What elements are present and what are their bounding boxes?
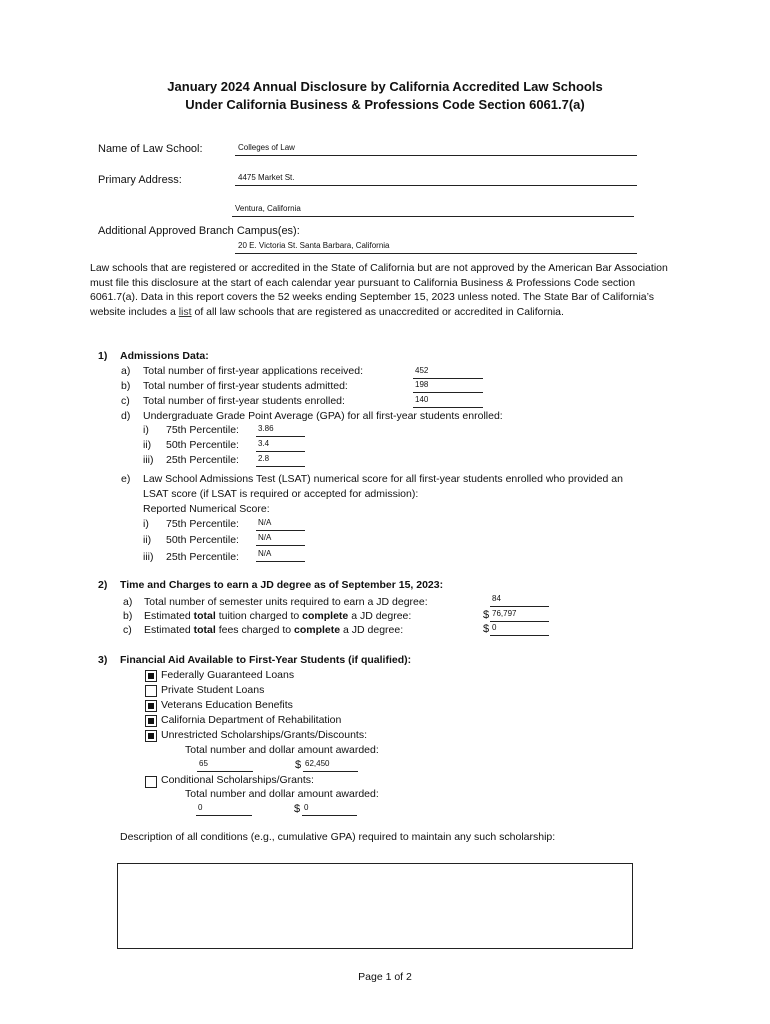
gpa-25-field[interactable]: 2.8 — [256, 454, 305, 467]
gpa-25-num: iii) — [143, 454, 154, 466]
fees-label-post: a JD degree: — [340, 624, 404, 636]
page-title-line-1: January 2024 Annual Disclosure by California Accredited Law Schools — [167, 79, 603, 94]
federal-loans-checkbox[interactable] — [145, 670, 157, 682]
unrestricted-count-field[interactable]: 65 — [197, 759, 253, 772]
school-name-label: Name of Law School: — [98, 143, 203, 155]
gpa-50-num: ii) — [143, 439, 152, 451]
applications-received-label: Total number of first-year applications received: — [143, 365, 364, 377]
lsat-75-field[interactable]: N/A — [256, 518, 305, 531]
private-loans-label: Private Student Loans — [161, 684, 265, 696]
lsat-25-field[interactable]: N/A — [256, 549, 305, 562]
financial-aid-section-number: 3) — [98, 654, 108, 666]
gpa-75-label: 75th Percentile: — [166, 424, 239, 436]
financial-aid-section-heading: Financial Aid Available to First-Year Students (if qualified): — [120, 654, 412, 666]
tuition-label-total: total — [193, 610, 216, 622]
lsat-75-num: i) — [143, 518, 149, 530]
private-loans-checkbox[interactable] — [145, 685, 157, 697]
fees-dollar-sign: $ — [483, 623, 490, 635]
fees-field[interactable]: 0 — [490, 623, 549, 636]
fees-label — [144, 624, 403, 636]
tuition-label-pre: Estimated — [144, 610, 194, 622]
admissions-a-letter: a) — [121, 365, 131, 377]
tuition-label — [144, 610, 411, 622]
admissions-d-letter: d) — [121, 410, 131, 422]
school-name-field[interactable]: Colleges of Law — [235, 142, 637, 156]
lsat-reported-score-label: Reported Numerical Score: — [143, 503, 270, 515]
gpa-label: Undergraduate Grade Point Average (GPA) for all first-year students enrolled: — [143, 410, 503, 422]
page-number: Page 1 of 2 — [358, 971, 412, 983]
admissions-e-letter: e) — [121, 473, 131, 485]
primary-address-line2-field[interactable]: Ventura, California — [232, 203, 634, 217]
rehabilitation-label: California Department of Rehabilitation — [161, 714, 342, 726]
admissions-section-heading: Admissions Data: — [120, 350, 209, 362]
conditional-amount-field[interactable]: 0 — [302, 803, 357, 816]
tuition-label-mid: tuition charged to — [215, 610, 303, 622]
conditional-total-label: Total number and dollar amount awarded: — [185, 788, 379, 800]
tuition-label-post: a JD degree: — [348, 610, 412, 622]
branch-campus-field[interactable]: 20 E. Victoria St. Santa Barbara, California — [235, 240, 637, 254]
students-admitted-field[interactable]: 198 — [413, 380, 483, 393]
time-charges-section-number: 2) — [98, 579, 108, 591]
fees-label-total: total — [193, 624, 216, 636]
primary-address-line1-field[interactable]: 4475 Market St. — [235, 172, 637, 186]
conditions-description-label: Description of all conditions (e.g., cumulative GPA) required to maintain any such scholarship: — [120, 831, 556, 843]
conditional-scholarships-checkbox[interactable] — [145, 776, 157, 788]
time-charges-a-letter: a) — [123, 596, 133, 608]
time-charges-b-letter: b) — [123, 610, 133, 622]
gpa-75-num: i) — [143, 424, 149, 436]
unrestricted-amount-field[interactable]: 62,450 — [303, 759, 358, 772]
primary-address-label: Primary Address: — [98, 174, 182, 186]
fees-label-mid: fees charged to — [215, 624, 294, 636]
lsat-50-field[interactable]: N/A — [256, 533, 305, 546]
semester-units-label: Total number of semester units required to earn a JD degree: — [144, 596, 428, 608]
applications-received-field[interactable]: 452 — [413, 366, 483, 379]
students-enrolled-field[interactable]: 140 — [413, 395, 483, 408]
time-charges-section-heading: Time and Charges to earn a JD degree as of September 15, 2023: — [120, 579, 444, 591]
lsat-25-num: iii) — [143, 551, 154, 563]
lsat-label-line1: Law School Admissions Test (LSAT) numerical score for all first-year students enrolled who provided an — [143, 473, 623, 485]
lsat-label-line2: LSAT score (if LSAT is required or accepted for admission): — [143, 488, 419, 500]
unrestricted-total-label: Total number and dollar amount awarded: — [185, 744, 379, 756]
gpa-25-label: 25th Percentile: — [166, 454, 239, 466]
lsat-25-label: 25th Percentile: — [166, 551, 239, 563]
intro-paragraph — [90, 261, 670, 319]
semester-units-field[interactable]: 84 — [490, 594, 549, 607]
rehabilitation-checkbox[interactable] — [145, 715, 157, 727]
conditions-description-box[interactable] — [117, 863, 633, 949]
admissions-section-number: 1) — [98, 350, 108, 362]
admissions-b-letter: b) — [121, 380, 131, 392]
gpa-50-label: 50th Percentile: — [166, 439, 239, 451]
gpa-75-field[interactable]: 3.86 — [256, 424, 305, 437]
lsat-75-label: 75th Percentile: — [166, 518, 239, 530]
tuition-field[interactable]: 76,797 — [490, 609, 549, 622]
conditional-dollar-sign: $ — [294, 803, 301, 815]
time-charges-c-letter: c) — [123, 624, 132, 636]
conditional-count-field[interactable]: 0 — [196, 803, 252, 816]
unrestricted-scholarships-label: Unrestricted Scholarships/Grants/Discounts: — [161, 729, 367, 741]
branch-campus-label: Additional Approved Branch Campus(es): — [98, 225, 300, 237]
law-school-list-link[interactable]: list — [178, 305, 192, 318]
conditional-scholarships-label: Conditional Scholarships/Grants: — [161, 774, 314, 786]
veterans-benefits-label: Veterans Education Benefits — [161, 699, 293, 711]
unrestricted-dollar-sign: $ — [295, 759, 302, 771]
unrestricted-scholarships-checkbox[interactable] — [145, 730, 157, 742]
federal-loans-label: Federally Guaranteed Loans — [161, 669, 295, 681]
gpa-50-field[interactable]: 3.4 — [256, 439, 305, 452]
fees-label-complete: complete — [294, 624, 341, 636]
students-admitted-label: Total number of first-year students admitted: — [143, 380, 348, 392]
page-title-line-2: Under California Business & Professions Code Section 6061.7(a) — [185, 97, 585, 112]
tuition-dollar-sign: $ — [483, 609, 490, 621]
veterans-benefits-checkbox[interactable] — [145, 700, 157, 712]
lsat-50-label: 50th Percentile: — [166, 534, 239, 546]
tuition-label-complete: complete — [302, 610, 349, 622]
intro-text-before-link: Law schools that are registered or accredited in the State of California but are not approved by the American Bar Association must file this disclosure at the start of each calendar year pursuant to California Business & Professions Code section 6061.7(a). Data in this report covers the 52 weeks ending September 15, 2023 unless noted. The State Bar of California’s website includes a — [90, 262, 668, 318]
lsat-50-num: ii) — [143, 534, 152, 546]
students-enrolled-label: Total number of first-year students enrolled: — [143, 395, 345, 407]
admissions-c-letter: c) — [121, 395, 130, 407]
fees-label-pre: Estimated — [144, 624, 194, 636]
intro-text-after-link: of all law schools that are registered as unaccredited or accredited in California. — [191, 305, 564, 318]
